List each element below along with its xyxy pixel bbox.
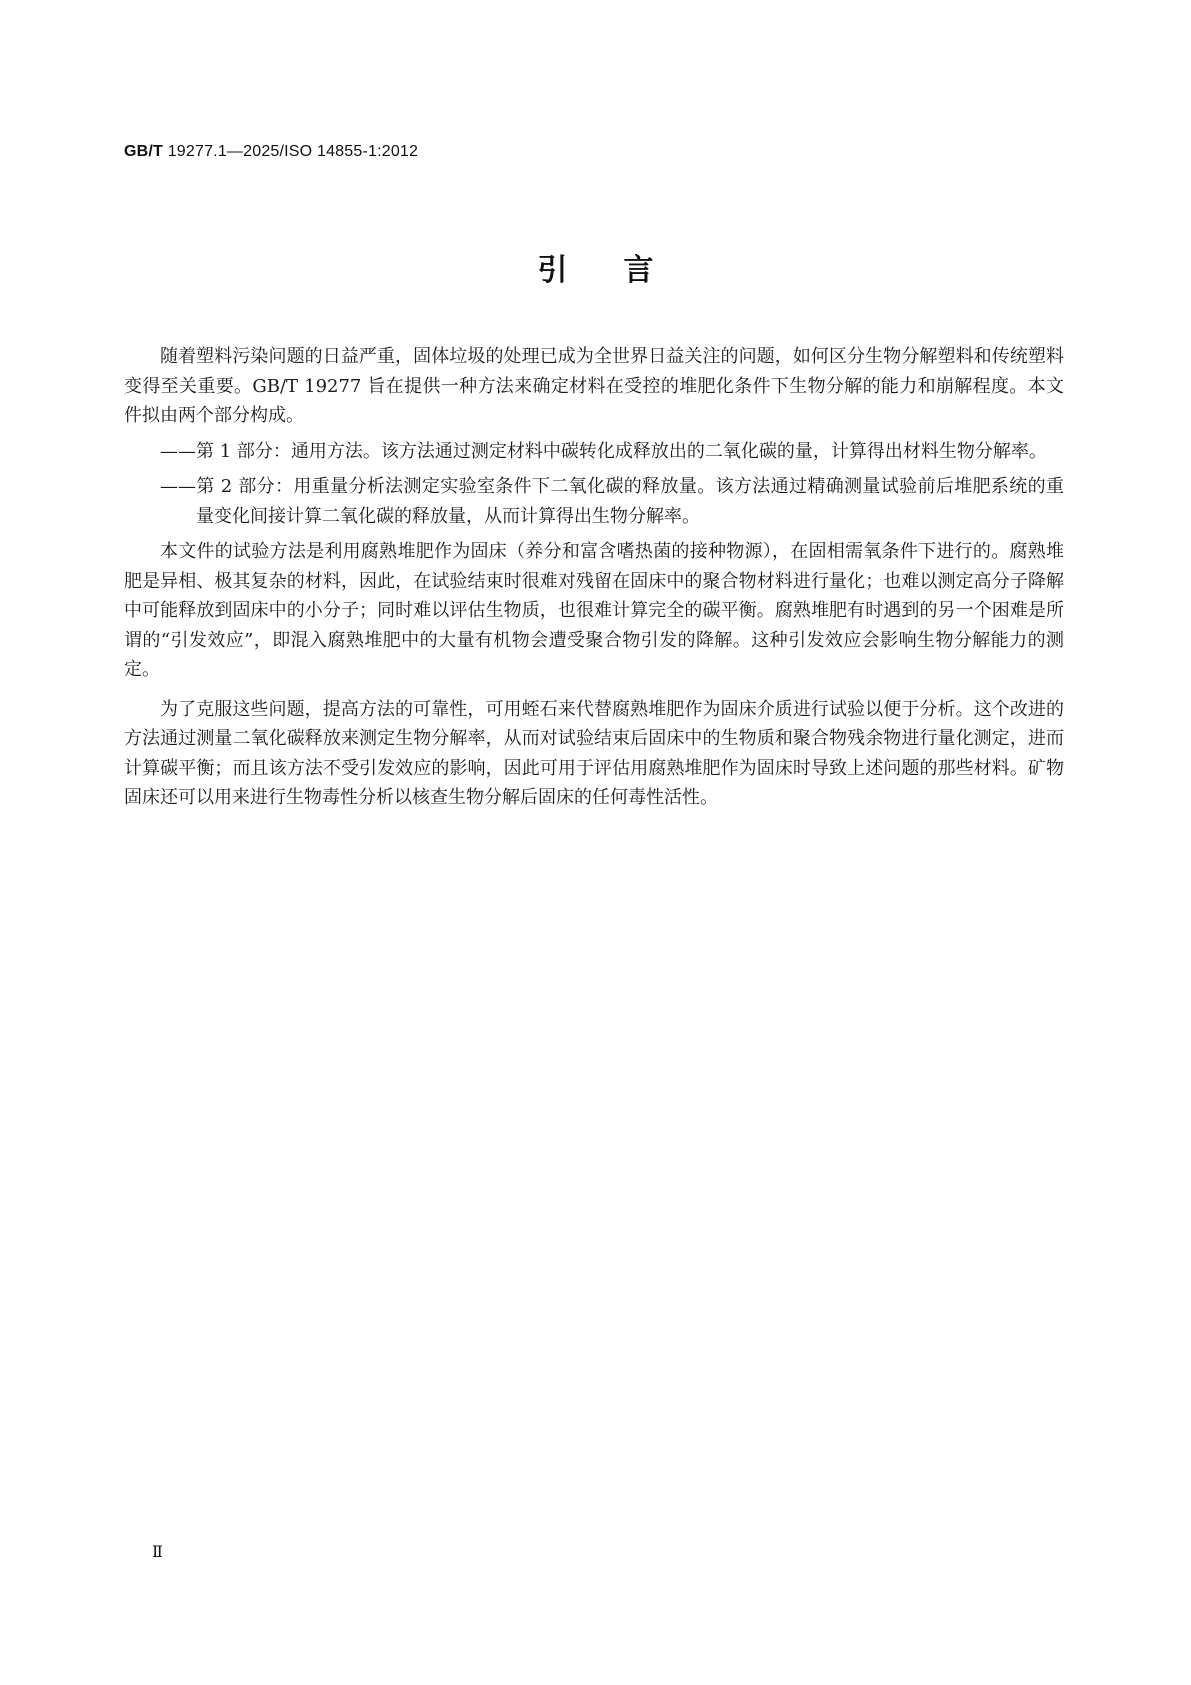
paragraph-intro: 随着塑料污染问题的日益严重，固体垃圾的处理已成为全世界日益关注的问题，如何区分生物分解塑料和传统塑料变得至关重要。GB/T 19277 旨在提供一种方法来确定材料在受控的堆肥化条件下生物分解的能力和崩解程度。本文件拟由两个部分构成。 [124, 346, 1064, 426]
paragraph-improvement: 为了克服这些问题，提高方法的可靠性，可用蛭石来代替腐熟堆肥作为固床介质进行试验以便于分析。这个改进的方法通过测量二氧化碳释放来测定生物分解率，从而对试验结束后固床中的生物质和聚合物残余物进行量化测定，进而计算碳平衡；而且该方法不受引发效应的影响，因此可用于评估用腐熟堆肥作为固床时导致上述问题的那些材料。矿物固床还可以用来进行生物毒性分析以核查生物分解后固床的任何毒性活性。 [124, 698, 1064, 808]
list-item-part-1: ——第 1 部分：通用方法。该方法通过测定材料中碳转化成释放出的二氧化碳的量，计算得出材料生物分解率。 [160, 440, 1047, 462]
introduction-body [124, 342, 1064, 813]
page-title: 引言 [537, 253, 710, 288]
paragraph-method: 本文件的试验方法是利用腐熟堆肥作为固床（养分和富含嗜热菌的接种物源），在固相需氧条件下进行的。腐熟堆肥是异相、极其复杂的材料，因此，在试验结束时很难对残留在固床中的聚合物材料进行量化；也难以测定高分子降解中可能释放到固床中的小分子；同时难以评估生物质，也很难计算完全的碳平衡。腐熟堆肥有时遇到的另一个困难是所谓的“引发效应”，即混入腐熟堆肥中的大量有机物会遭受聚合物引发的降解。这种引发效应会影响生物分解能力的测定。 [124, 541, 1064, 680]
list-item-part-2: ——第 2 部分：用重量分析法测定实验室条件下二氧化碳的释放量。该方法通过精确测量试验前后堆肥系统的重量变化间接计算二氧化碳的释放量，从而计算得出生物分解率。 [160, 476, 1064, 527]
document-header [124, 143, 418, 161]
standard-prefix: GB/T [124, 143, 164, 160]
standard-number: 19277.1—2025/ISO 14855-1:2012 [167, 143, 419, 160]
page-number: Ⅱ [152, 1542, 163, 1561]
